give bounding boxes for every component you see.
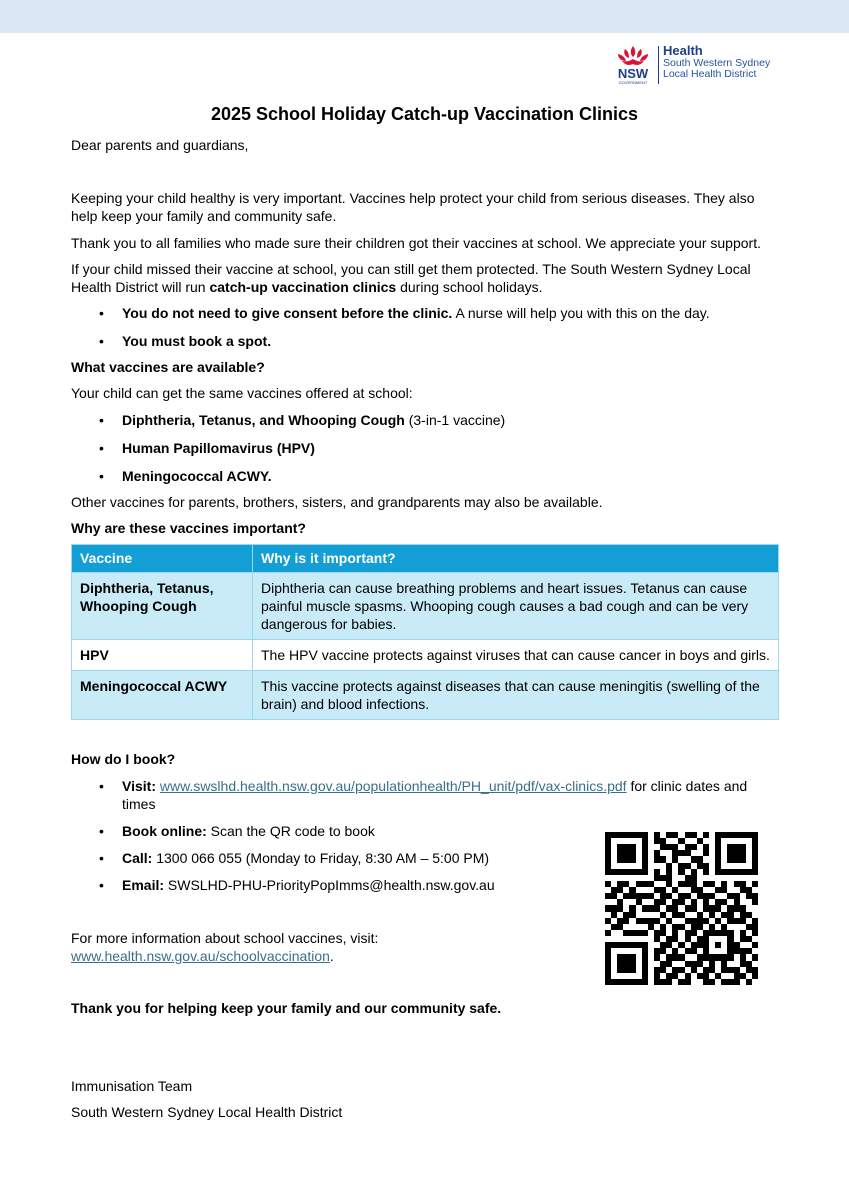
bullet-icon: • xyxy=(99,333,104,349)
logo-line1: South Western Sydney xyxy=(663,57,771,69)
more-info: For more information about school vaccines, visit: www.health.nsw.gov.au/schoolvaccination. xyxy=(71,930,379,964)
bullet-icon: • xyxy=(99,877,104,893)
booking-online: Book online: Scan the QR code to book xyxy=(122,823,375,839)
top-banner xyxy=(0,0,849,33)
key-point-consent: You do not need to give consent before the clinic. A nurse will help you with this on the day. xyxy=(122,305,710,321)
logo-health: Health xyxy=(663,43,703,58)
booking-visit: Visit: www.swslhd.health.nsw.gov.au/populationhealth/PH_unit/pdf/vax-clinics.pdf for clinic dates and times xyxy=(122,778,748,812)
thanks-message: Thank you for helping keep your family and our community safe. xyxy=(71,1000,502,1016)
booking-email: Email: SWSLHD-PHU-PriorityPopImms@health.nsw.gov.au xyxy=(122,877,495,893)
table-row xyxy=(72,671,779,720)
intro-paragraph-2: Thank you to all families who made sure their children got their vaccines at school. We appreciate your support. xyxy=(71,235,761,251)
bullet-icon: • xyxy=(99,468,104,484)
bullet-icon: • xyxy=(99,412,104,428)
nsw-health-logo xyxy=(612,44,772,88)
vaccine-table xyxy=(71,544,779,720)
bullet-icon: • xyxy=(99,305,104,321)
bullet-icon: • xyxy=(99,850,104,866)
table-cell-reason: Diphtheria can cause breathing problems and heart issues. Tetanus can cause painful muscle spasms. Whooping cough causes a bad cough and can be very dangerous for babies. xyxy=(253,573,779,640)
bullet-icon: • xyxy=(99,823,104,839)
table-header-reason: Why is it important? xyxy=(253,545,779,573)
why-heading: Why are these vaccines important? xyxy=(71,520,306,536)
intro-paragraph-3: If your child missed their vaccine at school, you can still get them protected. The South Western Sydney Local Health District will run catch-up vaccination clinics during school holidays. xyxy=(71,261,751,295)
other-vaccines-note: Other vaccines for parents, brothers, sisters, and grandparents may also be available. xyxy=(71,494,603,510)
qr-code-icon[interactable] xyxy=(605,832,758,985)
qr-module xyxy=(752,979,758,985)
book-heading: How do I book? xyxy=(71,751,176,767)
table-cell-reason: The HPV vaccine protects against viruses that can cause cancer in boys and girls. xyxy=(253,640,779,671)
table-cell-vaccine: Meningococcal ACWY xyxy=(72,671,253,720)
bullet-icon: • xyxy=(99,778,104,794)
table-cell-reason: This vaccine protects against diseases that can cause meningitis (swelling of the brain) and blood infections. xyxy=(253,671,779,720)
bullet-icon: • xyxy=(99,440,104,456)
vaccine-item-dtp: Diphtheria, Tetanus, and Whooping Cough (3-in-1 vaccine) xyxy=(122,412,506,428)
table-cell-vaccine: HPV xyxy=(72,640,253,671)
page-title: 2025 School Holiday Catch-up Vaccination Clinics xyxy=(210,104,639,124)
svg-text:GOVERNMENT: GOVERNMENT xyxy=(618,80,648,85)
vaccine-item-hpv: Human Papillomavirus (HPV) xyxy=(122,440,315,456)
table-row xyxy=(72,640,779,671)
waratah-icon xyxy=(612,44,654,86)
greeting: Dear parents and guardians, xyxy=(71,137,249,153)
svg-text:NSW: NSW xyxy=(617,66,649,81)
vaccines-heading: What vaccines are available? xyxy=(71,359,265,375)
table-header-vaccine: Vaccine xyxy=(72,545,253,573)
logo-line2: Local Health District xyxy=(663,68,757,80)
clinics-pdf-link[interactable]: www.swslhd.health.nsw.gov.au/populationhealth/PH_unit/pdf/vax-clinics.pdf xyxy=(159,778,627,794)
booking-call: Call: 1300 066 055 (Monday to Friday, 8:30 AM – 5:00 PM) xyxy=(122,850,490,866)
intro-paragraph-1: Keeping your child healthy is very important. Vaccines help protect your child from serious diseases. They also help keep your family and community safe. xyxy=(71,190,755,224)
logo-divider xyxy=(658,46,659,84)
table-cell-vaccine: Diphtheria, Tetanus, Whooping Cough xyxy=(72,573,253,640)
key-point-book: You must book a spot. xyxy=(122,333,272,349)
school-vaccination-link[interactable]: www.health.nsw.gov.au/schoolvaccination xyxy=(71,948,330,964)
table-row xyxy=(72,573,779,640)
signoff-team: Immunisation Team xyxy=(71,1078,193,1094)
vaccines-intro: Your child can get the same vaccines offered at school: xyxy=(71,385,413,401)
table-header-row xyxy=(72,545,779,573)
signoff-org: South Western Sydney Local Health District xyxy=(71,1104,343,1120)
vaccine-item-meningococcal: Meningococcal ACWY. xyxy=(122,468,272,484)
